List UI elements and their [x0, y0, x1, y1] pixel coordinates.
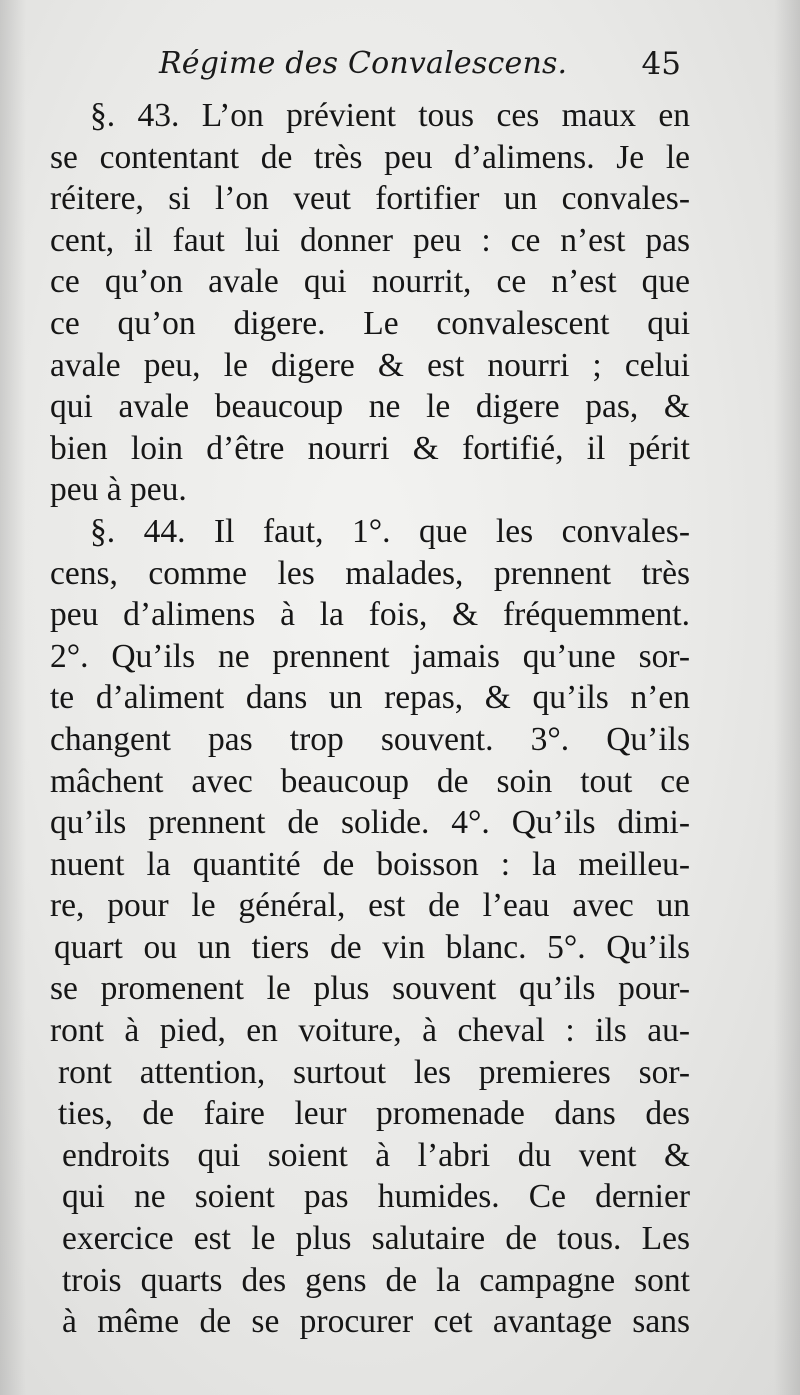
text-line: à même de se procurer cet avantage sans	[62, 1303, 690, 1341]
text-line: ce qu’on avale qui nourrit, ce n’est que	[50, 263, 690, 301]
page-edge-shadow-left	[0, 0, 26, 1395]
text-line: quart ou un tiers de vin blanc. 5°. Qu’ils	[54, 928, 690, 966]
text-line: §. 43. L’on prévient tous ces maux en	[90, 97, 690, 134]
text-line: peu d’alimens à la fois, & fréquemment.	[50, 596, 690, 634]
text-line: mâchent avec beaucoup de soin tout ce	[50, 762, 690, 800]
text-line: qu’ils prennent de solide. 4°. Qu’ils dimi-	[50, 804, 690, 842]
body-text	[50, 95, 690, 1343]
text-line: ties, de faire leur promenade dans des	[58, 1095, 690, 1133]
text-line: avale peu, le digere & est nourri ; celui	[50, 346, 690, 384]
running-title: Régime des Convalescens.	[159, 46, 568, 81]
page-header	[155, 46, 685, 92]
text-line: exercice est le plus salutaire de tous. Les	[62, 1220, 690, 1258]
text-line: qui ne soient pas humides. Ce dernier	[62, 1178, 690, 1216]
text-line: cent, il faut lui donner peu : ce n’est pas	[50, 221, 690, 259]
text-line: ront attention, surtout les premieres sor-	[58, 1053, 690, 1091]
text-line: se promenent le plus souvent qu’ils pour-	[50, 970, 690, 1008]
text-line: trois quarts des gens de la campagne sont	[62, 1261, 690, 1299]
text-line: 2°. Qu’ils ne prennent jamais qu’une sor-	[50, 637, 690, 675]
text-line: endroits qui soient à l’abri du vent &	[62, 1136, 690, 1174]
text-line: ce qu’on digere. Le convalescent qui	[50, 304, 690, 342]
text-line: se contentant de très peu d’alimens. Je le	[50, 138, 690, 176]
page-number: 45	[641, 46, 681, 82]
text-line: bien loin d’être nourri & fortifié, il périt	[50, 429, 690, 467]
text-line: re, pour le général, est de l’eau avec un	[50, 887, 690, 925]
text-line: te d’aliment dans un repas, & qu’ils n’en	[50, 679, 690, 717]
text-line: qui avale beaucoup ne le digere pas, &	[50, 388, 690, 426]
text-line: nuent la quantité de boisson : la meilleu-	[50, 845, 690, 883]
text-line: cens, comme les malades, prennent très	[50, 554, 690, 592]
text-line: changent pas trop souvent. 3°. Qu’ils	[50, 720, 690, 758]
text-line: ront à pied, en voiture, à cheval : ils au-	[50, 1012, 690, 1050]
text-line: peu à peu.	[50, 471, 187, 509]
text-line: réitere, si l’on veut fortifier un convales-	[50, 180, 690, 218]
page-edge-shadow-right	[774, 0, 800, 1395]
text-line: §. 44. Il faut, 1°. que les convales-	[90, 512, 690, 550]
